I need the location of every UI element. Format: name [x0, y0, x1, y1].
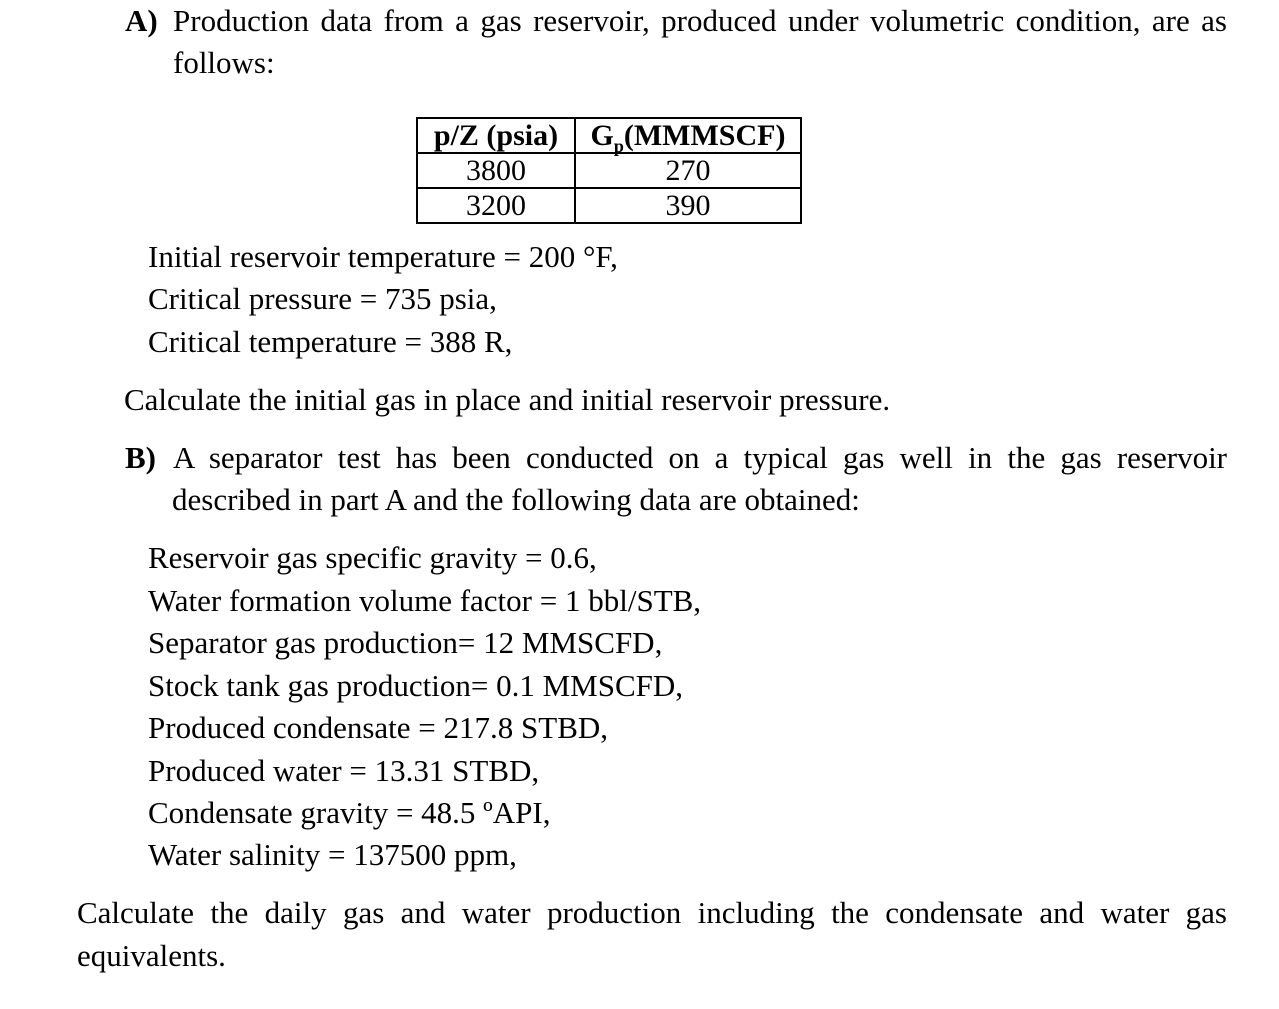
table-header-row: [417, 118, 801, 153]
given-separator-gas: Separator gas production= 12 MMSCFD,: [148, 625, 663, 660]
part-b-intro-line2: described in part A and the following data are obtained:: [172, 482, 860, 517]
given-water-salinity: Water salinity = 137500 ppm,: [148, 837, 517, 872]
part-a-intro-line1: Production data from a gas reservoir, produced under volumetric condition, are as: [173, 3, 1227, 38]
given-initial-temperature: Initial reservoir temperature = 200 °F,: [148, 239, 618, 274]
table-row: [417, 188, 801, 223]
header-pz: p/Z (psia): [417, 118, 575, 153]
part-b-question-line1: Calculate the daily gas and water production including the condensate and water gas: [77, 895, 1227, 930]
part-a-label: A): [125, 3, 158, 38]
cell-gp: 270: [575, 153, 801, 188]
cell-gp: 390: [575, 188, 801, 223]
table-row: [417, 153, 801, 188]
given-critical-temperature: Critical temperature = 388 R,: [148, 324, 513, 359]
given-produced-condensate: Produced condensate = 217.8 STBD,: [148, 710, 609, 745]
part-b-label: B): [125, 440, 156, 475]
header-gp-unit: (MMMSCF): [623, 119, 786, 152]
part-b-intro-line1: A separator test has been conducted on a typical gas well in the gas reservoir: [173, 440, 1227, 475]
given-gas-specific-gravity: Reservoir gas specific gravity = 0.6,: [148, 540, 597, 575]
production-data-table: [416, 117, 802, 224]
given-produced-water: Produced water = 13.31 STBD,: [148, 753, 540, 788]
cell-pz: 3200: [417, 188, 575, 223]
cell-pz: 3800: [417, 153, 575, 188]
part-a-intro-line2: follows:: [173, 45, 275, 80]
header-gp-sub: p: [613, 136, 624, 156]
header-gp-main: G: [590, 119, 614, 152]
part-b-question-line2: equivalents.: [77, 938, 226, 973]
given-stock-tank-gas: Stock tank gas production= 0.1 MMSCFD,: [148, 668, 684, 703]
part-a-question: Calculate the initial gas in place and initial reservoir pressure.: [124, 382, 891, 417]
given-water-fvf: Water formation volume factor = 1 bbl/STB,: [148, 583, 702, 618]
given-critical-pressure: Critical pressure = 735 psia,: [148, 281, 497, 316]
header-gp: [575, 118, 801, 156]
given-condensate-gravity: Condensate gravity = 48.5 ºAPI,: [148, 795, 551, 830]
